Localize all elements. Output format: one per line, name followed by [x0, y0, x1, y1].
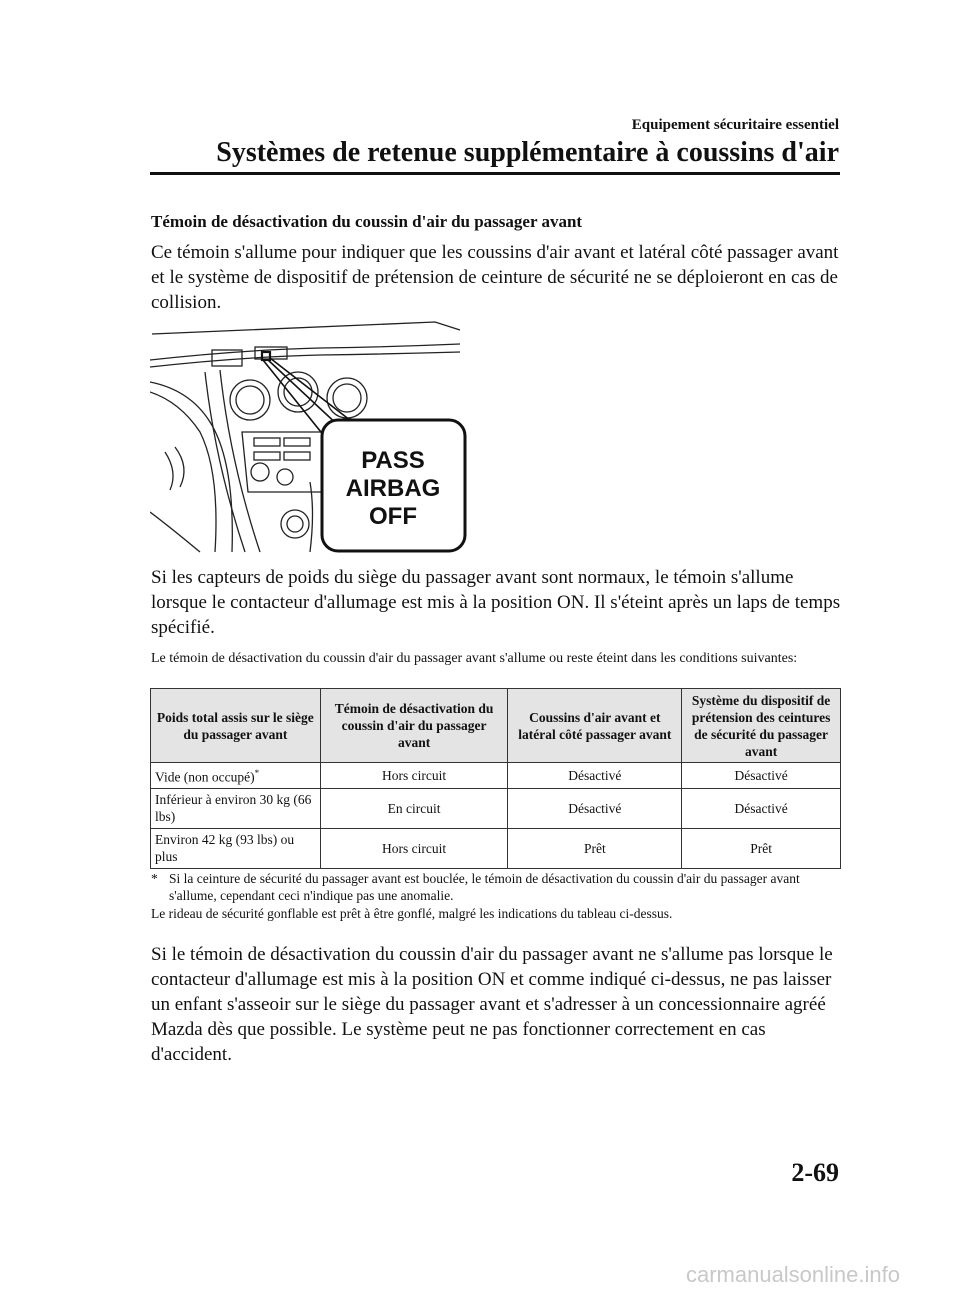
indicator-text-airbag: AIRBAG [345, 475, 441, 502]
table-cell: Prêt [682, 828, 841, 868]
table-cell: Hors circuit [320, 828, 508, 868]
header-divider [150, 172, 840, 175]
footnote-mark: * [254, 768, 260, 778]
table-cell [151, 763, 321, 789]
dashboard-drawing [150, 312, 470, 558]
indicator-text-off: OFF [369, 503, 417, 530]
table-intro: Le témoin de désactivation du coussin d'air du passager avant s'allume ou reste éteint dans les conditions suivantes: [151, 651, 798, 666]
table-cell: Désactivé [682, 763, 841, 789]
curtain-airbag-note: Le rideau de sécurité gonflable est prêt à être gonflé, malgré les indications du tableau ci-dessus. [151, 906, 673, 921]
footnote [151, 870, 841, 904]
page-title: Systèmes de retenue supplémentaire à coussins d'air [216, 137, 839, 168]
watermark: carmanualsonline.info [685, 1262, 900, 1287]
footnote-mark: * [151, 871, 158, 886]
table-cell: Désactivé [508, 788, 682, 828]
table-cell: Environ 42 kg (93 lbs) ou plus [151, 828, 321, 868]
table-cell: En circuit [320, 788, 508, 828]
header-subtitle: Equipement sécuritaire essentiel [631, 117, 839, 133]
sensor-paragraph: Si les capteurs de poids du siège du passager avant sont normaux, le témoin s'allume lorsque le contacteur d'allumage est mis à la position ON. Il s'éteint après un laps de temps spécifié. [151, 567, 841, 638]
table-cell: Désactivé [682, 788, 841, 828]
section-title: Témoin de désactivation du coussin d'air du passager avant [151, 212, 583, 231]
conditions-table [150, 688, 841, 869]
intro-paragraph: Ce témoin s'allume pour indiquer que les coussins d'air avant et latéral côté passager avant et le système de dispositif de prétension de ceinture de sécurité ne se déploieront en cas de collision. [151, 242, 839, 313]
table-cell: Désactivé [508, 763, 682, 789]
table-row [151, 788, 841, 828]
table-row [151, 763, 841, 789]
table-header: Témoin de désactivation du coussin d'air du passager avant [320, 689, 508, 763]
table-header: Poids total assis sur le siège du passager avant [151, 689, 321, 763]
indicator-text-pass: PASS [361, 447, 425, 474]
table-header: Système du dispositif de prétension des ceintures de sécurité du passager avant [682, 689, 841, 763]
table-row [151, 828, 841, 868]
table-cell: Prêt [508, 828, 682, 868]
dashboard-illustration [150, 312, 470, 558]
table-header: Coussins d'air avant et latéral côté passager avant [508, 689, 682, 763]
cell-text: Vide (non occupé) [155, 769, 255, 785]
footnote-text: Si la ceinture de sécurité du passager avant est bouclée, le témoin de désactivation du coussin d'air du passager avant s'allume, cependant ceci n'indique pas une anomalie. [169, 871, 800, 903]
warning-paragraph: Si le témoin de désactivation du coussin d'air du passager avant ne s'allume pas lorsque le contacteur d'allumage est mis à la position ON et comme indiqué ci-dessus, ne pas laisser un enfant s'asseoir sur le siège du passager avant et s'adresser à un concessionnaire agréé Mazda dès que possible. Le système peut ne pas fonctionner correctement en cas d'accident. [151, 944, 833, 1065]
table-cell: Inférieur à environ 30 kg (66 lbs) [151, 788, 321, 828]
table-cell: Hors circuit [320, 763, 508, 789]
page-number: 2-69 [791, 1158, 839, 1187]
